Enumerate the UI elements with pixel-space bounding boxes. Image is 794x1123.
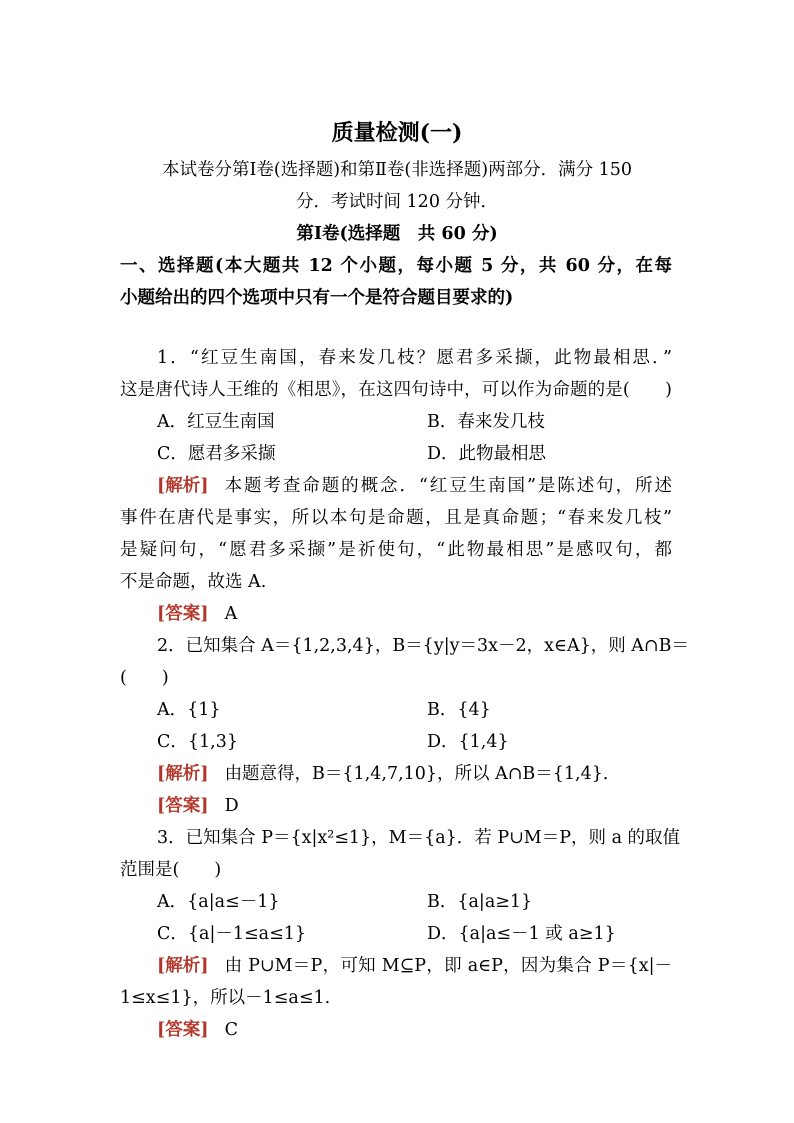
section1-heading-line-1: 一、选择题(本大题共 12 个小题，每小题 5 分，共 60 分，在每 bbox=[120, 256, 672, 276]
q2-analysis-tag: [解析] bbox=[157, 764, 209, 784]
q3-option-a: A．{a|a≤－1} bbox=[157, 892, 280, 912]
q3-analysis-line-2: 1≤x≤1}，所以－1≤a≤1. bbox=[120, 988, 331, 1008]
q3-option-d: D．{a|a≤－1 或 a≥1} bbox=[427, 924, 616, 944]
q3-answer-tag: [答案] bbox=[157, 1020, 209, 1040]
q3-stem-line-2: 范围是( ) bbox=[120, 860, 222, 880]
q2-stem-line-1: 2．已知集合 A＝{1,2,3,4}，B＝{y|y＝3x－2，x∈A}，则 A∩B＝ bbox=[157, 636, 689, 656]
intro-line-2: 分．考试时间 120 分钟． bbox=[295, 192, 499, 212]
q1-option-b: B．春来发几枝 bbox=[427, 412, 545, 432]
q2-option-a: A．{1} bbox=[157, 700, 221, 720]
q1-stem-line-1: 1．“红豆生南国，春来发几枝？愿君多采撷，此物最相思．” bbox=[157, 348, 672, 368]
section1-heading-line-2: 小题给出的四个选项中只有一个是符合题目要求的) bbox=[120, 288, 514, 308]
q1-analysis-text-1: 本题考查命题的概念．“红豆生南国”是陈述句，所述 bbox=[224, 476, 672, 496]
q1-option-c: C．愿君多采撷 bbox=[157, 444, 276, 464]
q1-analysis-line-4: 不是命题，故选 A. bbox=[120, 572, 267, 592]
q2-answer-tag: [答案] bbox=[157, 796, 209, 816]
q1-stem-line-2: 这是唐代诗人王维的《相思》，在这四句诗中，可以作为命题的是( ) bbox=[120, 380, 672, 400]
q2-option-c: C．{1,3} bbox=[157, 732, 238, 752]
page-title: 质量检测(一) bbox=[331, 120, 463, 146]
q3-stem-line-1: 3．已知集合 P＝{x|x²≤1}，M＝{a}．若 P∪M＝P，则 a 的取值 bbox=[157, 828, 681, 848]
q3-analysis-line-1 bbox=[157, 954, 672, 978]
q3-option-c: C．{a|－1≤a≤1} bbox=[157, 924, 307, 944]
q3-answer bbox=[157, 1018, 238, 1042]
q1-answer bbox=[157, 602, 237, 626]
q1-option-d: D．此物最相思 bbox=[427, 444, 547, 464]
q3-analysis-tag: [解析] bbox=[157, 956, 209, 976]
q2-analysis-text-1: 由题意得，B＝{1,4,7,10}，所以 A∩B＝{1,4}． bbox=[224, 764, 621, 784]
q1-option-a: A．红豆生南国 bbox=[157, 412, 275, 432]
q1-answer-tag: [答案] bbox=[157, 604, 209, 624]
q2-answer bbox=[157, 794, 239, 818]
q1-analysis-line-3: 是疑问句，“愿君多采撷”是祈使句，“此物最相思”是感叹句，都 bbox=[120, 540, 672, 560]
q3-answer-value: C bbox=[224, 1020, 238, 1040]
q3-option-b: B．{a|a≥1} bbox=[427, 892, 533, 912]
q1-analysis-line-2: 事件在唐代是事实，所以本句是命题，且是真命题；“春来发几枝” bbox=[120, 508, 672, 528]
q2-option-b: B．{4} bbox=[427, 700, 491, 720]
q1-analysis-tag: [解析] bbox=[157, 476, 209, 496]
intro-line-1: 本试卷分第Ⅰ卷(选择题)和第Ⅱ卷(非选择题)两部分．满分 150 bbox=[161, 160, 633, 180]
q2-analysis-line-1 bbox=[157, 762, 620, 786]
q3-analysis-text-1: 由 P∪M＝P，可知 M⊆P，即 a∈P，因为集合 P＝{x|－ bbox=[224, 956, 672, 976]
q2-answer-value: D bbox=[224, 796, 239, 816]
q2-stem-line-2: ( ) bbox=[120, 668, 169, 688]
q2-option-d: D．{1,4} bbox=[427, 732, 509, 752]
part1-heading: 第Ⅰ卷(选择题 共 60 分) bbox=[296, 224, 498, 244]
q1-answer-value: A bbox=[224, 604, 238, 624]
q1-analysis-line-1 bbox=[157, 474, 672, 498]
